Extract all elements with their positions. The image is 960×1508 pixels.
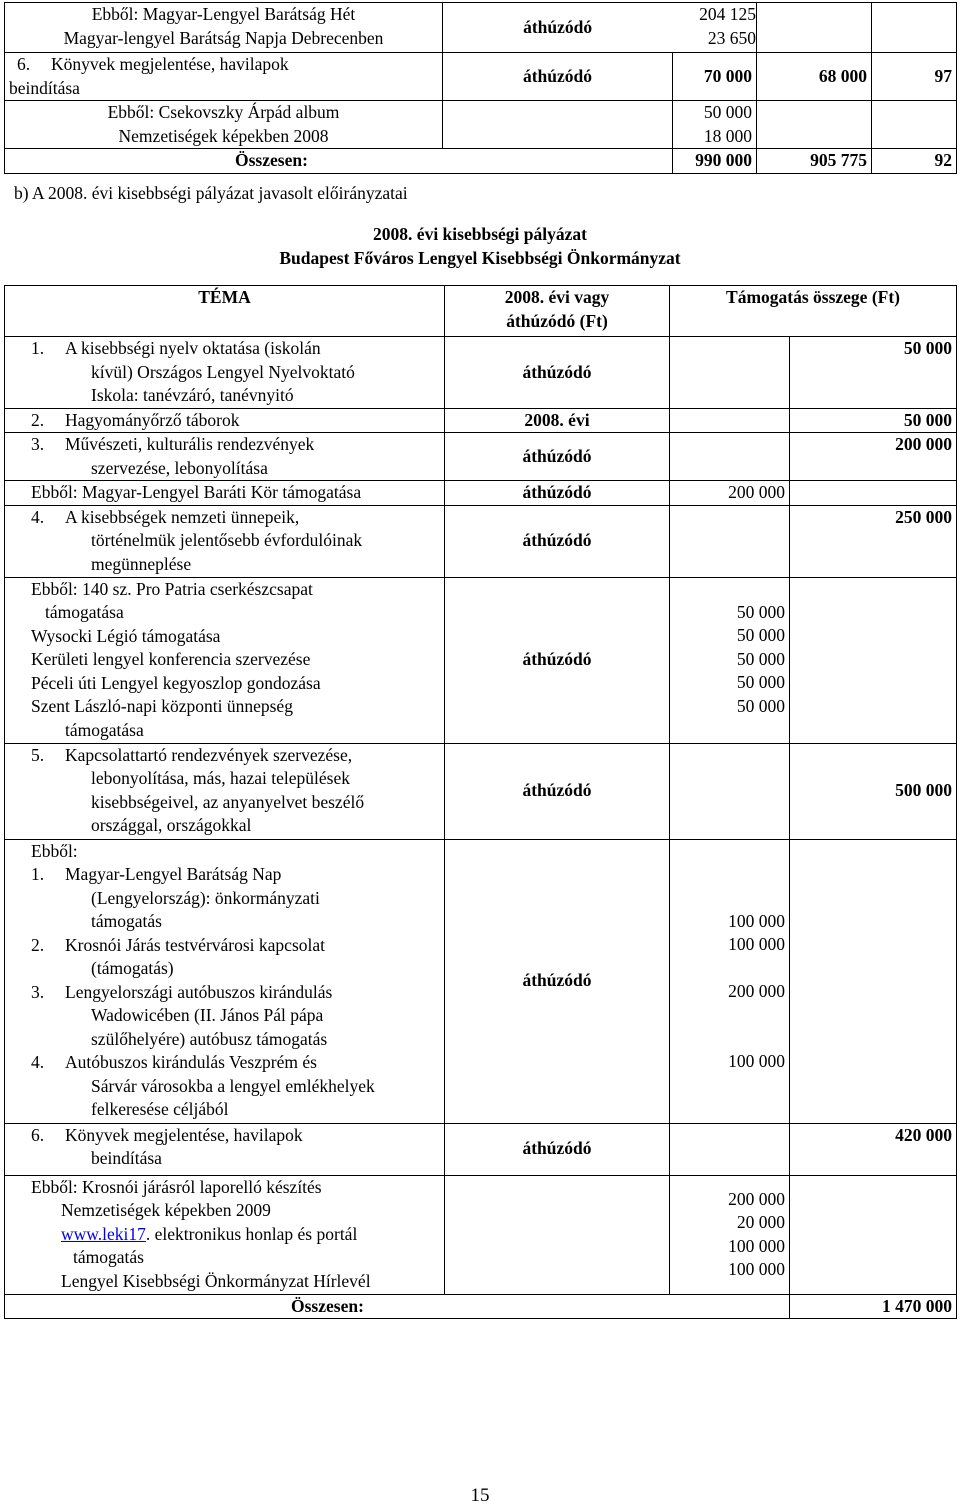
r5-topic: 5. Kapcsolattartó rendezvények szervezése, lebonyolítása, más, hazai települések kisebbségeivel, az anyanyelvet beszélő országgal, országokkal <box>5 743 445 839</box>
r3-topic: 3. Művészeti, kulturális rendezvények szervezése, lebonyolítása <box>5 433 445 481</box>
table-row <box>5 408 957 433</box>
top-row1-status: áthúzódó <box>523 17 593 37</box>
top-row2-status: áthúzódó <box>443 53 673 101</box>
top-row2-plan: 70 000 <box>673 53 757 101</box>
r3a-sub: 200 000 <box>670 481 790 506</box>
total-row <box>5 1294 957 1319</box>
header-row <box>5 286 957 337</box>
r5a-subs: 100 000 100 000 200 000 100 000 <box>670 839 790 1123</box>
table-row <box>5 577 957 743</box>
r4-status: áthúzódó <box>445 505 670 577</box>
top-total-label: Összesen: <box>5 149 673 174</box>
header-topic: TÉMA <box>5 286 445 337</box>
r4a-subs: 50 000 50 000 50 000 50 000 50 000 <box>670 577 790 743</box>
r4-total: 250 000 <box>790 505 957 577</box>
grant-table <box>4 285 957 1319</box>
r1-topic: 1. A kisebbségi nyelv oktatása (iskolán kívül) Országos Lengyel Nyelvoktató Iskola: tanévzáró, tanévnyitó <box>5 337 445 409</box>
section-b-heading: b) A 2008. évi kisebbségi pályázat javasolt előirányzatai <box>14 183 408 203</box>
r5a-topic: Ebből: 1. Magyar-Lengyel Barátság Nap (Lengyelország): önkormányzati támogatás 2. Krosnói Járás testvérvárosi kapcsolat (támogatás) 3. Lengyelországi autóbuszos kirándulás Wadowicében (II. János Pál pápa szülőhelyére) autóbusz támogatás 4. Autóbuszos kirándulás Veszprém és Sárvár városokba a lengyel emlékhelyek felkeresése céljából <box>5 839 445 1123</box>
top-row2-percent: 97 <box>872 53 957 101</box>
main-title <box>0 223 960 270</box>
r2-total: 50 000 <box>790 408 957 433</box>
top-row3-amounts: 50 000 18 000 <box>673 101 757 149</box>
r3a-topic: Ebből: Magyar-Lengyel Baráti Kör támogatása <box>5 481 445 506</box>
r6-status: áthúzódó <box>445 1123 670 1175</box>
page-number: 15 <box>470 1485 490 1506</box>
r2-topic: 2. Hagyományőrző táborok <box>5 408 445 433</box>
r5-status: áthúzódó <box>445 743 670 839</box>
r6-topic: 6. Könyvek megjelentése, havilapok beindítása <box>5 1123 445 1175</box>
leki17-link[interactable]: www.leki17 <box>61 1223 146 1244</box>
r6-total: 420 000 <box>790 1123 957 1175</box>
table-row <box>5 1175 957 1294</box>
table-row <box>5 481 957 506</box>
top-total-plan: 990 000 <box>673 149 757 174</box>
r5a-status: áthúzódó <box>445 839 670 1123</box>
main-title-line2: Budapest Főváros Lengyel Kisebbségi Önkormányzat <box>279 247 681 268</box>
top-total-actual: 905 775 <box>757 149 872 174</box>
r3-status: áthúzódó <box>445 433 670 481</box>
total-label: Összesen: <box>5 1294 790 1319</box>
r6a-topic: Ebből: Krosnói járásról laporelló készítés Nemzetiségek képekben 2009 www.leki17. elektronikus honlap és portál támogatás Lengyel Kisebbségi Önkormányzat Hírlevél <box>5 1175 445 1294</box>
table-row <box>5 337 957 409</box>
r4-topic: 4. A kisebbségek nemzeti ünnepeik, történelmük jelentősebb évfordulóinak megünneplése <box>5 505 445 577</box>
r4a-status: áthúzódó <box>445 577 670 743</box>
top-row2-text: 6. Könyvek megjelentése, havilapok beindítása <box>5 53 443 101</box>
table-row <box>5 433 957 481</box>
top-table <box>4 2 957 174</box>
table-row <box>5 1123 957 1175</box>
r2-status: 2008. évi <box>445 408 670 433</box>
r5-total: 500 000 <box>790 743 957 839</box>
r1-status: áthúzódó <box>445 337 670 409</box>
top-row1-text: Ebből: Magyar-Lengyel Barátság Hét Magyar-lengyel Barátság Napja Debrecenben <box>5 3 443 53</box>
top-row2-actual: 68 000 <box>757 53 872 101</box>
top-row1-amounts: 204 125 23 650 <box>699 4 756 48</box>
top-row1-cell <box>443 3 757 53</box>
header-year: 2008. évi vagy áthúzódó (Ft) <box>445 286 670 337</box>
r4a-topic: Ebből: 140 sz. Pro Patria cserkészcsapat támogatása Wysocki Légió támogatása Kerületi lengyel konferencia szervezése Péceli úti Lengyel kegyoszlop gondozása Szent László-napi központi ünnepség támogatása <box>5 577 445 743</box>
r3-total: 200 000 <box>790 433 957 481</box>
top-row3-text: Ebből: Csekovszky Árpád album Nemzetiségek képekben 2008 <box>5 101 443 149</box>
table-row <box>5 839 957 1123</box>
total-value: 1 470 000 <box>790 1294 957 1319</box>
main-title-line1: 2008. évi kisebbségi pályázat <box>373 224 587 244</box>
header-amount: Támogatás összege (Ft) <box>670 286 957 337</box>
r6a-subs: 200 000 20 000 100 000 100 000 <box>670 1175 790 1294</box>
r3a-status: áthúzódó <box>445 481 670 506</box>
table-row <box>5 743 957 839</box>
top-total-percent: 92 <box>872 149 957 174</box>
r1-total: 50 000 <box>790 337 957 409</box>
table-row <box>5 505 957 577</box>
